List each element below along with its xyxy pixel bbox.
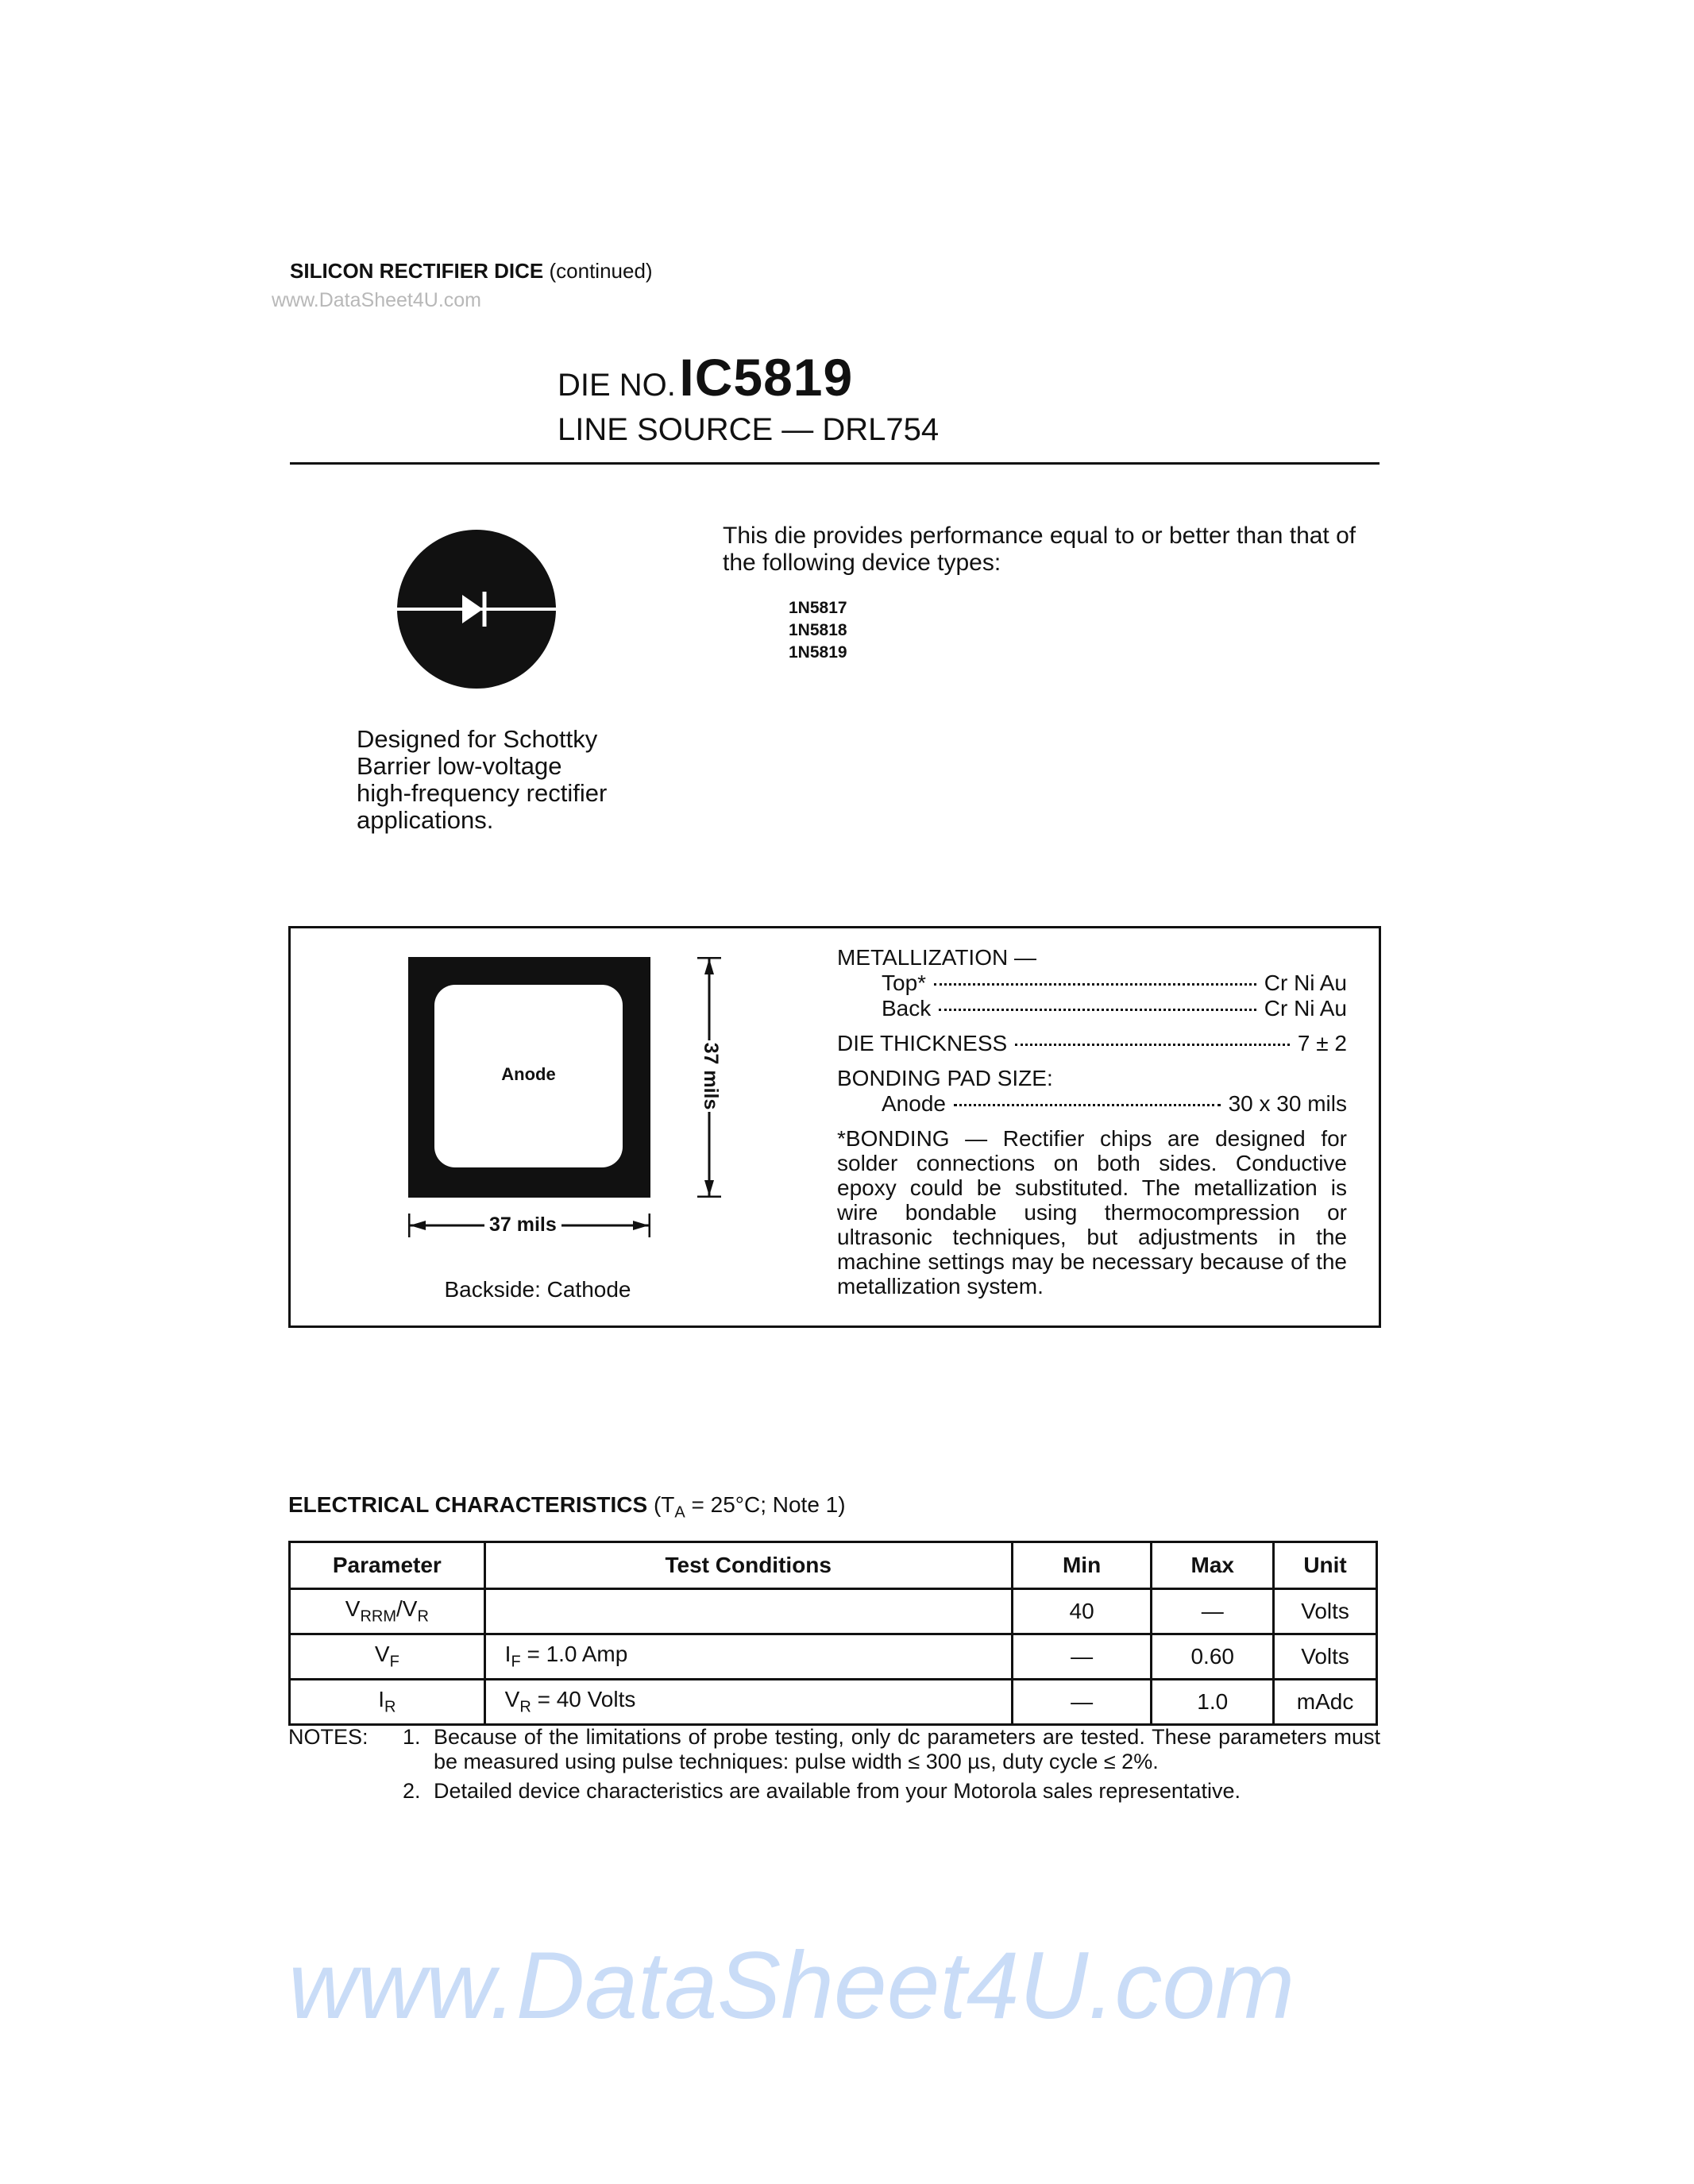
device-type: 1N5819: [789, 643, 847, 662]
electrical-table: [288, 1541, 1378, 1726]
table-header: [290, 1542, 1377, 1589]
spec-value: Cr Ni Au: [1264, 996, 1347, 1021]
spec-row-thickness: [837, 1031, 1347, 1056]
table-row: [290, 1634, 1377, 1680]
description-line: high-frequency rectifier: [357, 779, 608, 807]
unit-cell: mAdc: [1274, 1680, 1377, 1725]
device-type: 1N5817: [789, 599, 847, 617]
watermark-url[interactable]: www.DataSheet4U.com: [272, 289, 482, 311]
condition-cell: $I_F = 1.0$ Amp: [484, 1634, 1012, 1680]
spec-label: Back: [882, 996, 932, 1021]
condition-cell: $V_R = 40$ Volts: [484, 1680, 1012, 1725]
notes-label: NOTES:: [288, 1725, 369, 1749]
min-cell: —: [1012, 1634, 1152, 1680]
note-text: Because of the limitations of probe testing, only dc parameters are tested. These parameters must be measured using pulse techniques: pulse width ≤ 300 µs, duty cycle ≤ 2%.: [434, 1725, 1380, 1773]
height-label: 37 mils: [699, 1040, 723, 1112]
electrical-title: [288, 1491, 846, 1526]
pad-size-heading: BONDING PAD SIZE:: [837, 1066, 1053, 1090]
min-cell: —: [1012, 1680, 1152, 1725]
table-row: [290, 1680, 1377, 1725]
large-watermark: www.DataSheet4U.com: [288, 1932, 1295, 2039]
param-cell: $I_R$: [290, 1680, 485, 1725]
diode-symbol-icon: [397, 530, 556, 689]
max-cell: —: [1152, 1589, 1274, 1634]
spec-list: [837, 945, 1347, 1298]
header-cell: Unit: [1274, 1542, 1377, 1589]
header-cell: Max: [1152, 1542, 1274, 1589]
description-line: Barrier low-voltage: [357, 752, 562, 780]
line-source: LINE SOURCE — DRL754: [558, 412, 940, 447]
note-number: 1.: [403, 1725, 421, 1749]
max-cell: 1.0: [1152, 1680, 1274, 1725]
spec-value: 30 x 30 mils: [1228, 1091, 1347, 1116]
bonding-note: *BONDING — Rectifier chips are designed for solder connections on both sides. Conductive epoxy could be substituted. The metallization is wire bondable using thermocompression or ultrasonic techniques, but adjustments in the machine settings may be necessary because of the metallization system.: [837, 1126, 1347, 1298]
description: [357, 726, 607, 834]
spec-label: DIE THICKNESS: [837, 1031, 1008, 1055]
device-type-list: [789, 597, 847, 664]
notes: [288, 1725, 1380, 1836]
die-number: IC5819: [679, 348, 854, 407]
spec-row-back: [837, 996, 1347, 1021]
leader-dots: [934, 983, 1256, 986]
header-cell: Min: [1012, 1542, 1152, 1589]
section-title: [290, 259, 653, 283]
param-cell: $V_F$: [290, 1634, 485, 1680]
min-cell: 40: [1012, 1589, 1152, 1634]
backside-label: Backside: Cathode: [444, 1277, 631, 1302]
condition-text: (T: [653, 1492, 675, 1517]
condition-text: = 25°C; Note 1): [685, 1492, 846, 1517]
header-cell: Test Conditions: [484, 1542, 1012, 1589]
electrical-title-bold: ELECTRICAL CHARACTERISTICS: [288, 1492, 648, 1517]
leader-dots: [1015, 1044, 1290, 1046]
description-line: applications.: [357, 806, 494, 834]
die-title: [558, 349, 853, 405]
unit-cell: Volts: [1274, 1634, 1377, 1680]
die-prefix: DIE NO.: [558, 368, 676, 403]
condition-cell: [484, 1589, 1012, 1634]
condition-sub: A: [674, 1503, 685, 1522]
param-cell: $V_{RRM}/V_R$: [290, 1589, 485, 1634]
spec-value: 7 ± 2: [1297, 1031, 1347, 1055]
divider: [290, 462, 1380, 465]
note-number: 2.: [403, 1779, 421, 1803]
metallization-heading: METALLIZATION —: [837, 945, 1036, 970]
leader-dots: [954, 1104, 1221, 1106]
section-title-bold: SILICON RECTIFIER DICE: [290, 259, 544, 283]
leader-dots: [939, 1009, 1256, 1011]
intro-text: This die provides performance equal to or better than that of the following device types:: [723, 523, 1356, 576]
table-row: [290, 1589, 1377, 1634]
description-line: Designed for Schottky: [357, 725, 598, 753]
device-type: 1N5818: [789, 621, 847, 639]
header-cell: Parameter: [290, 1542, 485, 1589]
max-cell: 0.60: [1152, 1634, 1274, 1680]
spec-row-anode: [837, 1091, 1347, 1117]
spec-row-top: [837, 970, 1347, 996]
spec-label: Top*: [882, 970, 927, 995]
spec-label: Anode: [882, 1091, 946, 1116]
unit-cell: Volts: [1274, 1589, 1377, 1634]
width-label: 37 mils: [484, 1213, 561, 1237]
pad-label: Anode: [501, 1064, 556, 1084]
note-text: Detailed device characteristics are available from your Motorola sales representative.: [434, 1779, 1241, 1803]
section-title-rest: (continued): [549, 259, 653, 283]
spec-value: Cr Ni Au: [1264, 970, 1347, 995]
